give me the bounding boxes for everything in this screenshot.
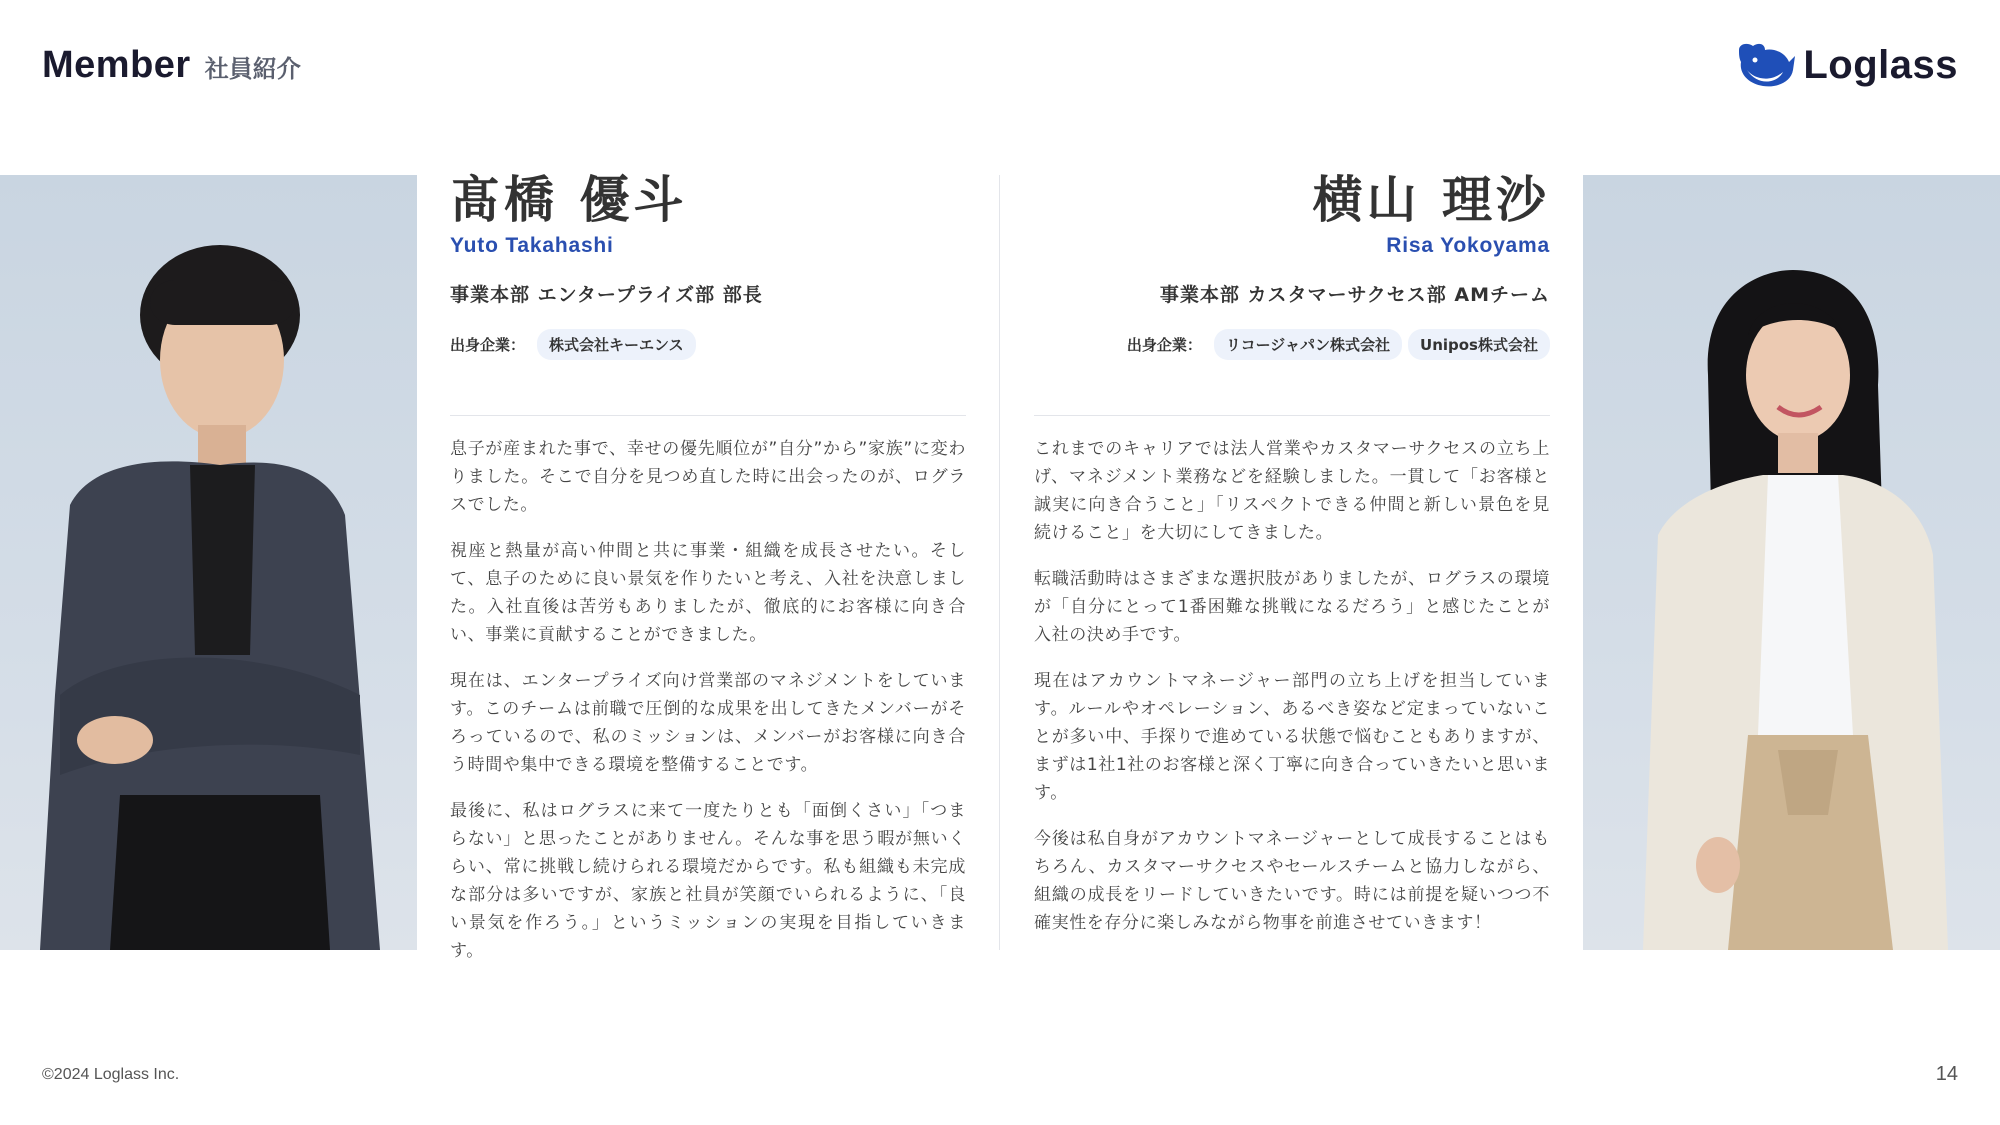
bio-paragraph: 息子が産まれた事で、幸せの優先順位が”自分”から”家族”に変わりました。そこで自分を見つめ直した時に出会ったのが、ログラスでした。 [450, 439, 966, 515]
bio-paragraph: 転職活動時はさまざまな選択肢がありましたが、ログラスの環境が「自分にとって1番困難な挑戦になるだろう」と感じたことが入社の決め手です。 [1034, 569, 1550, 645]
page-title-en: Member [42, 44, 191, 86]
origin-company-tag: リコージャパン株式会社 [1214, 329, 1402, 360]
page-title [42, 44, 301, 87]
member-photo-yokoyama [1583, 175, 2000, 950]
bio-paragraph: 視座と熱量が高い仲間と共に事業・組織を成長させたい。そして、息子のために良い景気を作りたいと考え、入社を決意しました。入社直後は苦労もありましたが、徹底的にお客様に向き合い、事業に貢献することができました。 [450, 541, 966, 645]
origin-label: 出身企業： [450, 336, 526, 354]
member-bio-yokoyama [1034, 435, 1550, 955]
bio-paragraph: 現在は、エンタープライズ向け営業部のマネジメントをしています。このチームは前職で圧倒的な成果を出してきたメンバーがそろっているので、私のミッションは、メンバーがお客様に向き合う時間や集中できる環境を整備することです。 [450, 671, 966, 775]
origin-company-tag: Unipos株式会社 [1408, 329, 1550, 360]
member-profile-takahashi [450, 170, 966, 360]
bio-paragraph: 最後に、私はログラスに来て一度たりとも「面倒くさい」「つまらない」と思ったことがありません。そんな事を思う暇が無いくらい、常に挑戦し続けられる環境だからです。私も組織も未完成な部分は多いですが、家族と社員が笑顔でいられるように、「良い景気を作ろう。」というミッションの実現を目指していきます。 [450, 801, 966, 961]
brand-logo-text: Loglass [1803, 42, 1958, 87]
bio-paragraph: 現在はアカウントマネージャー部門の立ち上げを担当しています。ルールやオペレーション、あるべき姿など定まっていないことが多い中、手探りで進めている状態で悩むこともありますが、まずは1社1社のお客様と深く丁寧に向き合っていきたいと思います。 [1034, 671, 1550, 803]
origin-company-tag: 株式会社キーエンス [537, 329, 696, 360]
copyright-text: ©2024 Loglass Inc. [42, 1066, 180, 1083]
brand-logo [1733, 40, 1958, 90]
member-name-ja: 髙橋 優斗 [450, 171, 688, 229]
page-title-ja: 社員紹介 [204, 55, 301, 83]
member-department: 事業本部 エンタープライズ部 部長 [450, 284, 763, 306]
member-origin [1034, 329, 1550, 360]
member-bio-takahashi [450, 435, 966, 983]
bio-paragraph: 今後は私自身がアカウントマネージャーとして成長することはもちろん、カスタマーサクセスやセールスチームと協力しながら、組織の成長をリードしていきたいです。時には前提を疑いつつ不確実性を存分に楽しみながら物事を前進させていきます！ [1034, 829, 1550, 933]
member-department: 事業本部 カスタマーサクセス部 AMチーム [1159, 284, 1550, 306]
bio-paragraph: これまでのキャリアでは法人営業やカスタマーサクセスの立ち上げ、マネジメント業務などを経験しました。一貫して「お客様と誠実に向き合うこと」「リスペクトできる仲間と新しい景色を見続けること」を大切にしてきました。 [1034, 439, 1550, 543]
member-photo-takahashi [0, 175, 417, 950]
whale-logo-icon [1733, 40, 1797, 90]
member-name-en: Risa Yokoyama [1386, 234, 1550, 257]
member-name-ja: 横山 理沙 [1312, 171, 1550, 229]
column-divider [999, 175, 1000, 950]
origin-label: 出身企業： [1126, 336, 1202, 354]
profile-separator [1034, 415, 1550, 416]
member-origin [450, 329, 966, 360]
page-number: 14 [1935, 1063, 1958, 1085]
member-profile-yokoyama [1034, 170, 1550, 360]
member-name-en: Yuto Takahashi [450, 234, 614, 257]
profile-separator [450, 415, 966, 416]
